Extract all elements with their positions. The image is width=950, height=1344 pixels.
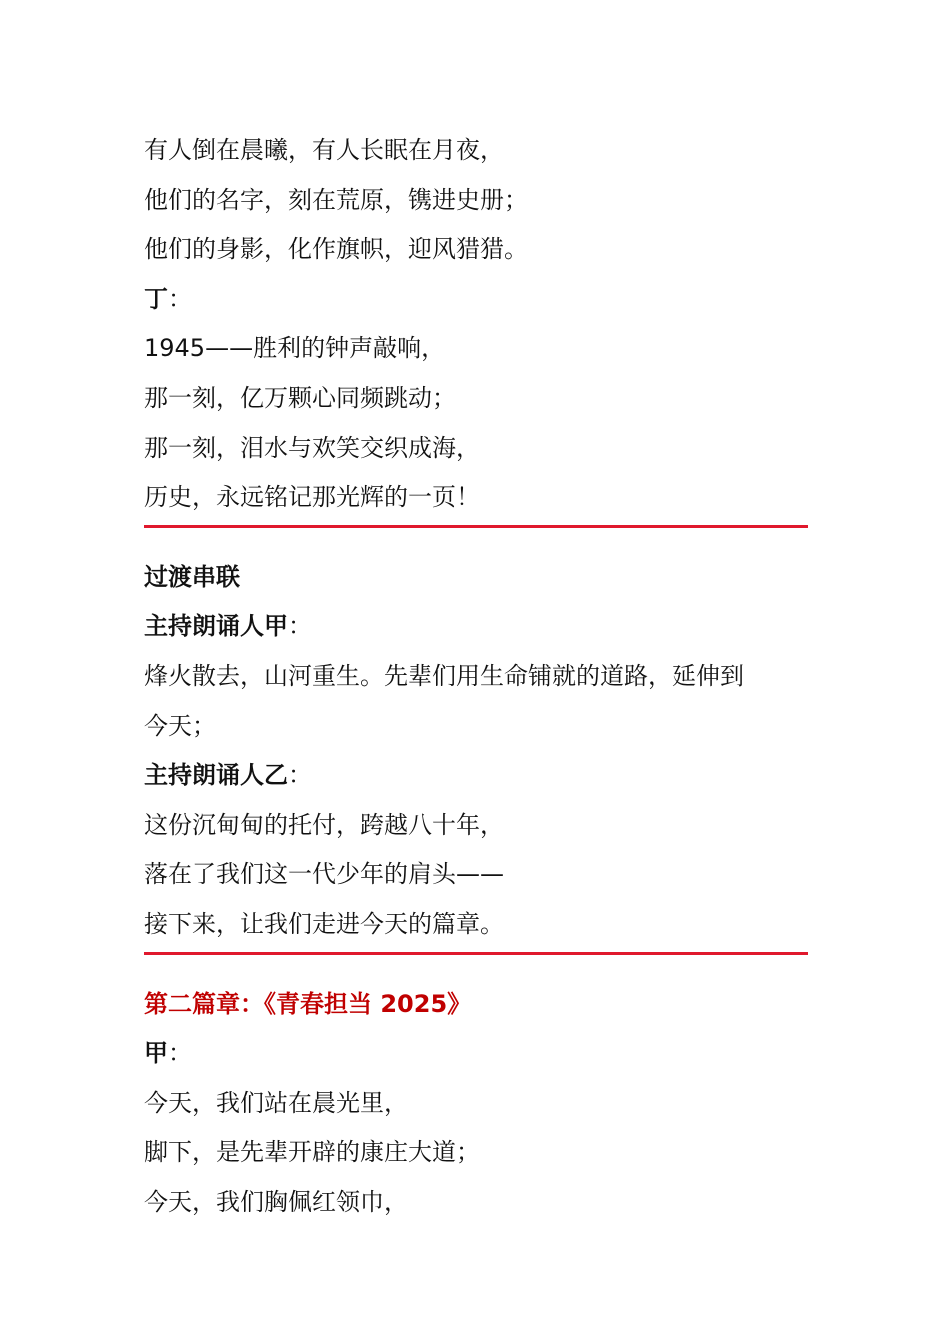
transition-heading: 过渡串联 bbox=[144, 562, 240, 591]
host-b-line: 接下来，让我们走进今天的篇章。 bbox=[144, 909, 504, 938]
speaker-colon: ： bbox=[168, 1039, 192, 1068]
host-a-line: 烽火散去，山河重生。先辈们用生命铺就的道路，延伸到 bbox=[144, 661, 744, 690]
speaker-label-ding bbox=[144, 275, 808, 325]
poem-line: 今天，我们站在晨光里， bbox=[144, 1088, 408, 1117]
speaker-name: 丁 bbox=[144, 284, 168, 313]
speaker-label-jia bbox=[144, 1029, 808, 1079]
chapter-title: 第二篇章：《青春担当 2025》 bbox=[144, 989, 472, 1018]
host-b-label bbox=[144, 751, 808, 801]
poem-line: 1945——胜利的钟声敲响， bbox=[144, 334, 446, 363]
host-a-label bbox=[144, 602, 808, 652]
host-a-name: 主持朗诵人甲 bbox=[144, 612, 288, 641]
spacer bbox=[144, 955, 808, 980]
poem-line: 有人倒在晨曦，有人长眠在月夜， bbox=[144, 136, 504, 164]
host-a-line: 今天； bbox=[144, 711, 216, 740]
poem-line: 他们的身影，化作旗帜，迎风猎猎。 bbox=[144, 235, 528, 264]
poem-line: 那一刻，泪水与欢笑交织成海， bbox=[144, 433, 480, 462]
host-b-line: 这份沉甸甸的托付，跨越八十年， bbox=[144, 810, 504, 839]
host-b-colon: ： bbox=[288, 761, 312, 790]
poem-line: 历史，永远铭记那光辉的一页！ bbox=[144, 483, 480, 512]
poem-line: 那一刻，亿万颗心同频跳动； bbox=[144, 383, 456, 412]
poem-line: 脚下，是先辈开辟的康庄大道； bbox=[144, 1138, 480, 1167]
poem-line: 今天，我们胸佩红领巾， bbox=[144, 1187, 408, 1216]
speaker-colon: ： bbox=[168, 284, 192, 313]
host-b-line: 落在了我们这一代少年的肩头—— bbox=[144, 860, 504, 889]
spacer bbox=[144, 528, 808, 553]
host-b-name: 主持朗诵人乙 bbox=[144, 761, 288, 790]
document-body bbox=[144, 126, 808, 1227]
host-a-colon: ： bbox=[288, 612, 312, 641]
poem-line: 他们的名字，刻在荒原，镌进史册； bbox=[144, 185, 528, 214]
speaker-name: 甲 bbox=[144, 1039, 168, 1068]
